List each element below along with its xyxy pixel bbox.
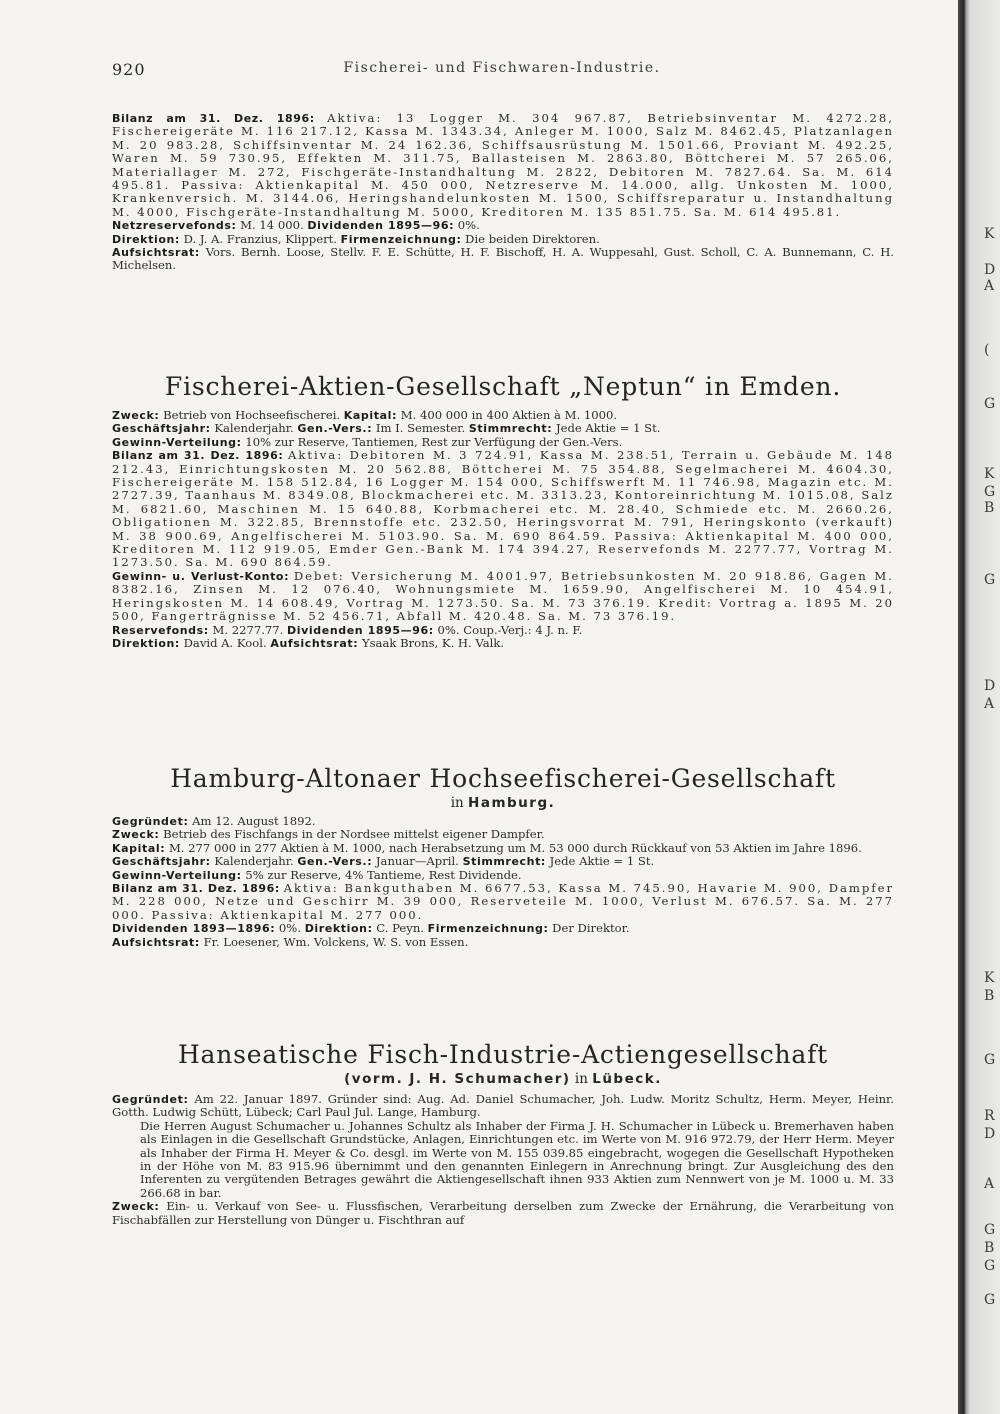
- label-direktion: Direktion:: [112, 636, 180, 650]
- text-gewinn-verteilung: 5% zur Reserve, 4% Tantieme, Rest Dividende.: [245, 867, 522, 882]
- label-firmenzeichnung: Firmenzeichnung:: [340, 232, 462, 246]
- page-number: 920: [112, 60, 146, 79]
- entry-netzreserve: [112, 219, 894, 232]
- entry-geschaeftsjahr: [112, 422, 894, 435]
- text-direktion: C. Peyn.: [376, 921, 424, 936]
- text-gegruendet: Am 12. August 1892.: [192, 814, 316, 828]
- label-dividenden: Dividenden 1895—96:: [307, 219, 455, 233]
- entry-reservefonds: [112, 624, 894, 637]
- entry-direktion: [112, 637, 894, 650]
- label-gegruendet: Gegründet:: [112, 1093, 189, 1106]
- text-einlagen: Die Herren August Schumacher u. Johannes Schultz als Inhaber der Firma J. H. Schumacher in Lübeck u. Bremerhaven haben als Einlagen in die Gesellschaft Grundstücke, Anlagen, Einrichtungen etc. im Werte von M. 916 972.79, der Herr Herm. Meyer als Inhaber der Firma H. Meyer & Co. desgl. im Werte von M. 155 039.85 eingebracht, wogegen die Gesellschaft Hypotheken in der Höhe von M. 83 915.96 übernimmt und den genannten Einlegern in Anrechnung bringt. Zur Ausgleichung des den Inferenten zu vergütenden Betrages gewährt die Aktiengesellschaft ihnen 933 Aktien zum Nennwert von je M. 1000 u. M. 33 266.68 in bar.: [140, 1118, 894, 1200]
- edge-letter: D: [984, 262, 996, 278]
- text-aufsichtsrat: Ysaak Brons, K. H. Valk.: [361, 635, 505, 650]
- edge-letter: G: [984, 484, 996, 500]
- text-firmenzeichnung: Die beiden Direktoren.: [465, 231, 600, 246]
- edge-letter: G: [984, 572, 996, 588]
- edge-letter: G: [984, 1222, 996, 1238]
- facing-page-edge: [984, 0, 1000, 1414]
- company-title: Fischerei-Aktien-Gesellschaft „Neptun“ in Emden.: [164, 372, 842, 401]
- section-hamburg-altonaer: [112, 764, 894, 949]
- location-in: in: [450, 795, 464, 811]
- edge-letter: (: [984, 342, 990, 358]
- edge-letter: G: [984, 1258, 996, 1274]
- entry-bilanz: [112, 112, 894, 219]
- location-city: Lübeck.: [592, 1071, 662, 1087]
- entry-gewinn-verteilung: [112, 436, 894, 449]
- entry-dividenden: [112, 922, 894, 935]
- text-direktion: D. J. A. Franzius, Klippert.: [183, 231, 337, 246]
- label-gewinn-verteilung: Gewinn-Verteilung:: [112, 868, 242, 882]
- label-aufsichtsrat: Aufsichtsrat:: [112, 935, 200, 949]
- company-title: Hanseatische Fisch-Industrie-Actiengesellschaft: [177, 1040, 829, 1069]
- entry-bilanz: [112, 882, 894, 922]
- text-gewinn-verteilung: 10% zur Reserve, Tantiemen, Rest zur Verfügung der Gen.-Vers.: [245, 434, 623, 449]
- running-title: Fischerei- und Fischwaren-Industrie.: [343, 60, 661, 76]
- text-bilanz: Aktiva: 13 Logger M. 304 967.87, Betriebsinventar M. 4272.28, Fischereigeräte M. 116 217.12, Kassa M. 1343.34, Anleger M. 1000, Salz M. 8462.45, Platzanlagen M. 20 983.28, Schiffsinventar M. 24 162.36, Schiffsausrüstung M. 1501.66, Proviant M. 492.25, Waren M. 59 730.95, Effekten M. 311.75, Ballasteisen M. 2863.80, Böttcherei M. 57 265.06, Materiallager M. 272, Fischgeräte-Instandhaltung M. 2822, Debitoren M. 7827.64. Sa. M. 614 495.81. Passiva: Aktienkapital M. 450 000, Netzreserve M. 14.000, allg. Unkosten M. 1000, Krankenversich. M. 3144.06, Heringshandelunkosten M. 1500, Schiffsreparatur u. Instandhaltung M. 4000, Fischgeräte-Instandhaltung M. 5000, Kreditoren M. 135 851.75. Sa. M. 614 495.81.: [112, 111, 894, 219]
- label-gewinn-verteilung: Gewinn-Verteilung:: [112, 435, 242, 449]
- running-header: [112, 60, 892, 84]
- text-dividenden: 0%. Coup.-Verj.: 4 J. n. F.: [437, 622, 583, 637]
- text-gegruendet: Am 22. Januar 1897. Gründer sind: Aug. Ad. Daniel Schumacher, Joh. Ludw. Moritz Schultz, Herm. Meyer, Heinr. Gotth. Ludwig Schütt, Lübeck; Carl Paul Jul. Lange, Hamburg.: [112, 1092, 894, 1120]
- entry-gewinn-verteilung: [112, 869, 894, 882]
- entry-aufsichtsrat: [112, 246, 894, 273]
- label-aufsichtsrat: Aufsichtsrat:: [112, 246, 200, 260]
- text-dividenden: 0%.: [278, 921, 301, 936]
- entry-einlagen: [112, 1120, 894, 1200]
- edge-letter: D: [984, 678, 996, 694]
- entry-gegruendet: [112, 1093, 894, 1120]
- label-kapital: Kapital:: [343, 409, 398, 422]
- edge-letter: D: [984, 1126, 996, 1142]
- company-location: [112, 1071, 894, 1087]
- label-kapital: Kapital:: [112, 841, 166, 855]
- entry-bilanz: [112, 449, 894, 570]
- edge-letter: K: [984, 970, 995, 986]
- text-zweck: Betrieb von Hochseefischerei.: [163, 408, 341, 422]
- entry-direktion: [112, 233, 894, 246]
- label-aufsichtsrat: Aufsichtsrat:: [270, 636, 359, 650]
- label-direktion: Direktion:: [112, 232, 180, 246]
- entry-gegruendet: [112, 815, 894, 828]
- section-continuation: [112, 112, 894, 273]
- label-reservefonds: Reservefonds:: [112, 623, 209, 637]
- label-geschaeftsjahr: Geschäftsjahr:: [112, 422, 211, 436]
- entry-zweck: [112, 1200, 894, 1227]
- text-zweck: Betrieb des Fischfangs in der Nordsee mittelst eigener Dampfer.: [163, 827, 545, 842]
- label-netzreservefonds: Netzreservefonds:: [112, 219, 237, 233]
- company-title: Hamburg-Altonaer Hochseefischerei-Gesellschaft: [170, 764, 836, 793]
- label-bilanz: Bilanz am 31. Dez. 1896:: [112, 112, 315, 125]
- label-stimmrecht: Stimmrecht:: [468, 422, 553, 436]
- label-zweck: Zweck:: [112, 409, 160, 422]
- label-stimmrecht: Stimmrecht:: [462, 855, 546, 869]
- former-name: (vorm. J. H. Schumacher): [344, 1071, 571, 1087]
- text-stimmrecht: Jede Aktie = 1 St.: [549, 854, 655, 869]
- text-aufsichtsrat: Vors. Bernh. Loose, Stellv. F. E. Schütte, H. F. Bischoff, H. A. Wuppesahl, Gust. Scholl, C. A. Bunnemann, C. H. Michelsen.: [112, 245, 894, 273]
- text-kapital: M. 400 000 in 400 Aktien à M. 1000.: [400, 408, 618, 422]
- label-dividenden: Dividenden 1893—1896:: [112, 922, 276, 936]
- label-gen-vers: Gen.-Vers.:: [297, 855, 373, 869]
- text-geschaeftsjahr: Kalenderjahr.: [214, 854, 294, 869]
- entry-zweck: [112, 828, 894, 841]
- text-zweck: Ein- u. Verkauf von See- u. Flussfischen, Verarbeitung derselben zum Zwecke der Ernährung, die Verarbeitung von Fischabfällen zur Herstellung von Dünger u. Fischthran auf: [112, 1199, 894, 1227]
- edge-letter: K: [984, 466, 995, 482]
- edge-letter: B: [984, 988, 995, 1004]
- text-bilanz: Aktiva: Bankguthaben M. 6677.53, Kassa M. 745.90, Havarie M. 900, Dampfer M. 228 000, Netze und Geschirr M. 39 000, Reserveteile M. 1000, Verlust M. 676.57. Sa. M. 277 000. Passiva: Aktienkapital M. 277 000.: [112, 881, 895, 922]
- location-city: Hamburg.: [468, 795, 556, 811]
- entry-kapital: [112, 842, 894, 855]
- text-kapital: M. 277 000 in 277 Aktien à M. 1000, nach Herabsetzung um M. 53 000 durch Rückkauf von 53 Aktien im Jahre 1896.: [168, 840, 862, 855]
- label-gegruendet: Gegründet:: [112, 815, 189, 828]
- label-direktion: Direktion:: [304, 922, 373, 936]
- text-firmenzeichnung: Der Direktor.: [552, 921, 630, 936]
- text-geschaeftsjahr: Kalenderjahr.: [214, 421, 294, 436]
- text-reservefonds: M. 2277.77.: [212, 622, 284, 637]
- text-aufsichtsrat: Fr. Loesener, Wm. Volckens, W. S. von Essen.: [203, 934, 469, 949]
- edge-letter: G: [984, 1292, 996, 1308]
- label-zweck: Zweck:: [112, 828, 160, 842]
- label-firmenzeichnung: Firmenzeichnung:: [427, 922, 549, 936]
- edge-letter: K: [984, 226, 995, 242]
- entry-gewinn-verlust: [112, 570, 894, 624]
- edge-letter: A: [984, 278, 995, 294]
- section-neptun: [112, 372, 894, 650]
- section-hanseatische: [112, 1040, 894, 1227]
- entry-geschaeftsjahr: [112, 855, 894, 868]
- text-stimmrecht: Jede Aktie = 1 St.: [555, 421, 661, 436]
- label-gewinn-verlust-konto: Gewinn- u. Verlust-Konto:: [112, 569, 290, 583]
- company-location: [112, 795, 894, 811]
- text-gen-vers: Im I. Semester.: [375, 421, 466, 436]
- label-geschaeftsjahr: Geschäftsjahr:: [112, 855, 211, 869]
- text-netzreservefonds: M. 14 000.: [240, 218, 304, 233]
- label-bilanz: Bilanz am 31. Dez. 1896:: [112, 449, 284, 463]
- edge-letter: G: [984, 396, 996, 412]
- text-gen-vers: Januar—April.: [375, 854, 459, 869]
- label-bilanz: Bilanz am 31. Dez. 1896:: [112, 882, 280, 896]
- edge-letter: B: [984, 1240, 995, 1256]
- entry-zweck-kapital: [112, 409, 894, 422]
- text-dividenden: 0%.: [457, 218, 480, 233]
- text-direktion: David A. Kool.: [183, 635, 267, 650]
- label-dividenden: Dividenden 1895—96:: [287, 623, 434, 637]
- edge-letter: B: [984, 500, 995, 516]
- text-gewinn-verlust-konto: Debet: Versicherung M. 4001.97, Betriebsunkosten M. 20 918.86, Gagen M. 8382.16, Zinsen M. 12 076.40, Wohnungsmiete M. 1659.90, Angelfischerei M. 10 454.91, Heringskosten M. 14 608.49, Vortrag M. 1273.50. Sa. M. 73 376.19. Kredit: Vortrag a. 1895 M. 20 500, Fangerträgnisse M. 52 456.71, Abfall M. 420.48. Sa. M. 73 376.19.: [112, 568, 894, 624]
- label-gen-vers: Gen.-Vers.:: [297, 422, 373, 436]
- label-zweck: Zweck:: [112, 1200, 160, 1214]
- edge-letter: A: [984, 1176, 995, 1192]
- location-in: in: [574, 1071, 588, 1087]
- entry-aufsichtsrat: [112, 936, 894, 949]
- edge-letter: A: [984, 696, 995, 712]
- edge-letter: R: [984, 1108, 995, 1124]
- text-bilanz: Aktiva: Debitoren M. 3 724.91, Kassa M. 238.51, Terrain u. Gebäude M. 148 212.43, Einrichtungskosten M. 20 562.88, Böttcherei M. 75 354.88, Segelmacherei M. 4604.30, Fischereigeräte M. 158 512.84, 16 Logger M. 154 000, Schiffswerft M. 11 746.98, Magazin etc. M. 2727.39, Taanhaus M. 8349.08, Blockmacherei etc. M. 3313.23, Kontoreinrichtung M. 1015.08, Salz M. 6821.60, Maschinen M. 15 640.88, Korbmacherei etc. M. 28.40, Schmiede etc. M. 2660.26, Obligationen M. 322.85, Brennstoffe etc. 232.50, Heringsvorrat M. 791, Heringskonto (verkauft) M. 38 900.69, Angelfischerei M. 5103.90. Sa. M. 690 864.59. Passiva: Aktienkapital M. 400 000, Kreditoren M. 112 919.05, Emder Gen.-Bank M. 174 394.27, Reservefonds M. 2277.77, Vortrag M. 1273.50. Sa. M. 690 864.59.: [112, 448, 894, 570]
- edge-letter: G: [984, 1052, 996, 1068]
